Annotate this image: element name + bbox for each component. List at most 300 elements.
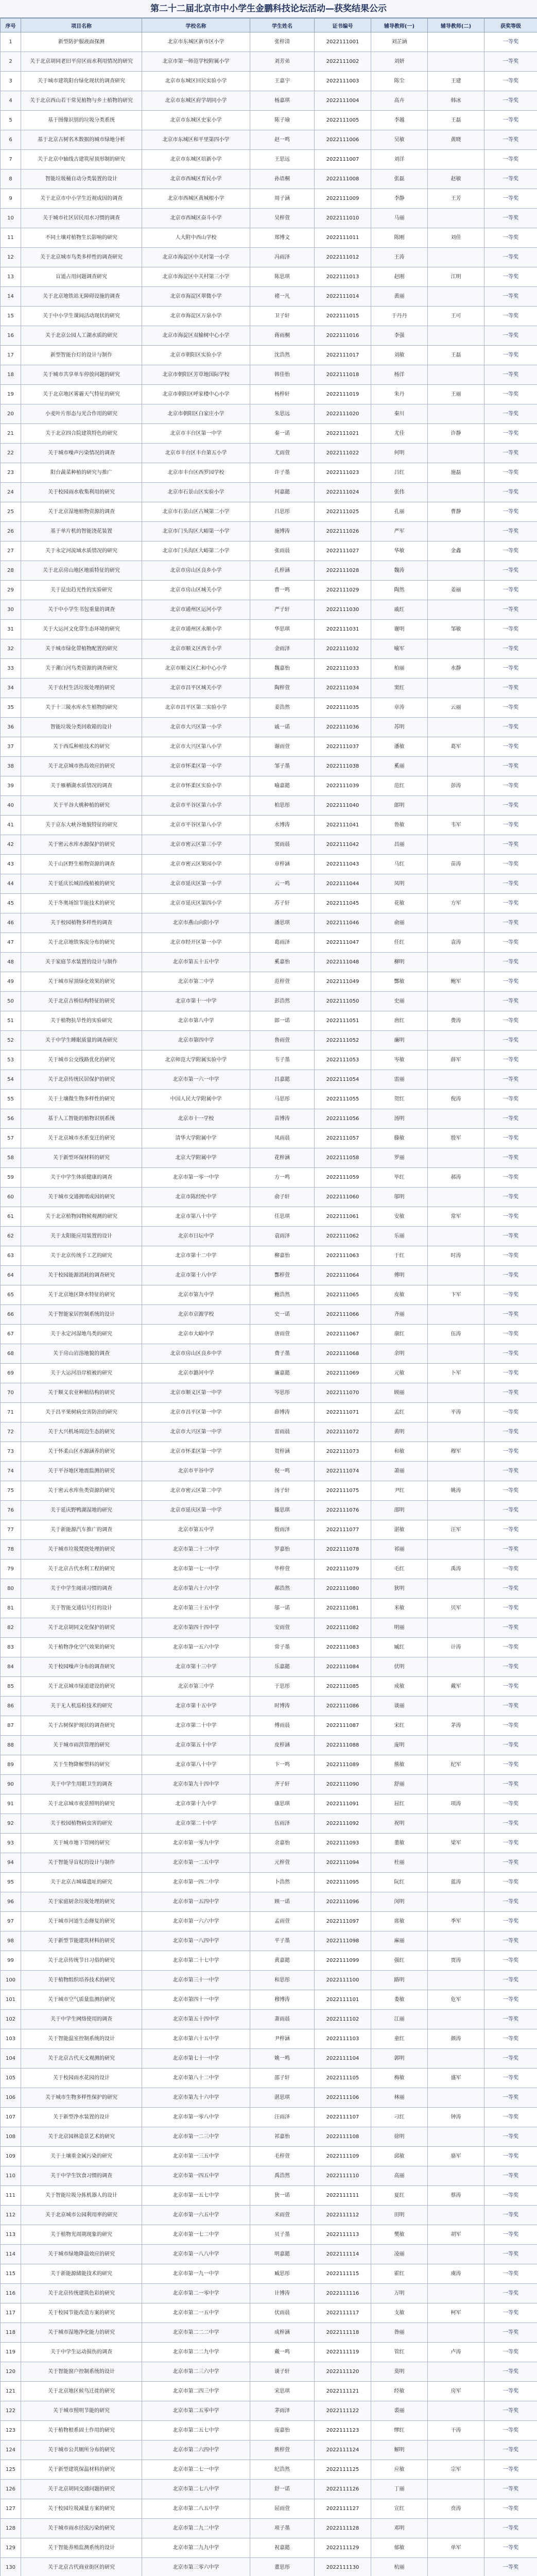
cell-teacher-2 <box>428 679 484 698</box>
cell-award: 一等奖 <box>484 2362 537 2382</box>
cell-project: 关于大运河文化带生态环境的研究 <box>21 620 142 639</box>
cell-teacher-2 <box>428 2362 484 2382</box>
cell-no: 45 <box>1 894 21 913</box>
table-row <box>1 972 537 992</box>
cell-school: 北京市第五中学 <box>142 1520 250 1540</box>
table-row <box>1 2166 537 2186</box>
cell-students: 章梓涵 <box>250 855 315 874</box>
cell-teacher-2: 赵敏 <box>428 170 484 189</box>
cell-cert: 2022111110 <box>315 2166 371 2186</box>
cell-teacher-2: 项涛 <box>428 1794 484 1814</box>
cell-award: 一等奖 <box>484 228 537 248</box>
cell-no: 51 <box>1 1011 21 1031</box>
cell-cert: 2022111095 <box>315 1873 371 1892</box>
cell-teacher-1: 何明 <box>371 444 428 463</box>
cell-award: 一等奖 <box>484 111 537 130</box>
cell-award: 一等奖 <box>484 287 537 307</box>
cell-no: 87 <box>1 1716 21 1736</box>
cell-teacher-1: 解明 <box>371 2441 428 2460</box>
cell-school: 北京市第一八四中学 <box>142 1931 250 1951</box>
cell-teacher-2: 金鑫 <box>428 541 484 561</box>
cell-project: 关于大兴机场周边生态的研究 <box>21 1422 142 1442</box>
cell-students: 酆梓萱 <box>250 1266 315 1285</box>
cell-students: 贺梓涵 <box>250 1442 315 1462</box>
cell-school: 北京市第二中学 <box>142 972 250 992</box>
cell-students: 卜浩然 <box>250 1873 315 1892</box>
cell-project: 基于人工智能的植物识别系统 <box>21 1109 142 1129</box>
table-row <box>1 757 537 776</box>
cell-school: 北京市第二十七中学 <box>142 1951 250 1971</box>
cell-students: 褚一凡 <box>250 287 315 307</box>
cell-no: 7 <box>1 150 21 170</box>
table-row <box>1 2519 537 2538</box>
cell-teacher-1: 雷丽 <box>371 1070 428 1090</box>
cell-cert: 2022111026 <box>315 522 371 541</box>
cell-students: 计博涛 <box>250 2284 315 2303</box>
cell-cert: 2022111096 <box>315 1892 371 1912</box>
cell-cert: 2022111067 <box>315 1325 371 1344</box>
cell-cert: 2022111017 <box>315 346 371 365</box>
cell-students: 邹子墨 <box>250 757 315 776</box>
cell-award: 一等奖 <box>484 992 537 1011</box>
cell-school: 北京市西城区育民小学 <box>142 170 250 189</box>
table-row <box>1 992 537 1011</box>
cell-award: 一等奖 <box>484 1403 537 1422</box>
cell-cert: 2022111020 <box>315 404 371 424</box>
cell-cert: 2022111030 <box>315 600 371 620</box>
cell-teacher-2 <box>428 522 484 541</box>
table-row <box>1 776 537 796</box>
cell-award: 一等奖 <box>484 1109 537 1129</box>
cell-teacher-1: 万明 <box>371 2284 428 2303</box>
cell-teacher-1: 张伟 <box>371 483 428 502</box>
cell-students: 苗博涛 <box>250 1109 315 1129</box>
cell-project: 关于智能温室控制系统的设计 <box>21 2029 142 2049</box>
cell-award: 一等奖 <box>484 953 537 972</box>
cell-award: 一等奖 <box>484 855 537 874</box>
cell-students: 廉嘉懿 <box>250 1364 315 1383</box>
cell-students: 袁雨泽 <box>250 1227 315 1246</box>
cell-school: 北京市延庆区第一中学 <box>142 1501 250 1520</box>
cell-award: 一等奖 <box>484 1677 537 1697</box>
cell-teacher-1: 孟红 <box>371 1403 428 1422</box>
cell-students: 曹一鸣 <box>250 581 315 600</box>
cell-teacher-1: 祝明 <box>371 1814 428 1834</box>
cell-school: 北京市第十三中学 <box>142 1657 250 1677</box>
cell-no: 82 <box>1 1618 21 1638</box>
cell-students: 秦一诺 <box>250 424 315 444</box>
cell-award: 一等奖 <box>484 424 537 444</box>
table-row <box>1 1736 537 1755</box>
cell-teacher-2: 姜丽 <box>428 581 484 600</box>
cell-award: 一等奖 <box>484 2480 537 2499</box>
cell-cert: 2022111068 <box>315 1344 371 1364</box>
cell-school: 北京市东城区史家小学 <box>142 111 250 130</box>
cell-students: 皮梓涵 <box>250 1736 315 1755</box>
cell-students: 余嘉怡 <box>250 1834 315 1853</box>
cell-cert: 2022111034 <box>315 679 371 698</box>
cell-award: 一等奖 <box>484 307 537 326</box>
cell-students: 湛思琪 <box>250 2088 315 2108</box>
cell-students: 黄嘉懿 <box>250 1951 315 1971</box>
cell-no: 25 <box>1 502 21 522</box>
table-row <box>1 1990 537 2010</box>
cell-school: 北京市第六十五中学 <box>142 2029 250 2049</box>
cell-school: 北京市昌平区第一中学 <box>142 1403 250 1422</box>
cell-award: 一等奖 <box>484 1520 537 1540</box>
cell-no: 83 <box>1 1638 21 1657</box>
cell-project: 关于中学生阅读习惯的调查 <box>21 1579 142 1599</box>
cell-award: 一等奖 <box>484 2088 537 2108</box>
cell-students: 纪浩然 <box>250 2460 315 2480</box>
table-row <box>1 679 537 698</box>
cell-no: 110 <box>1 2166 21 2186</box>
cell-school: 北京市门头沟区大峪第二小学 <box>142 541 250 561</box>
cell-cert: 2022111002 <box>315 52 371 72</box>
cell-teacher-2: 汪军 <box>428 1520 484 1540</box>
cell-students: 贝子墨 <box>250 2225 315 2245</box>
cell-award: 一等奖 <box>484 209 537 228</box>
cell-award: 一等奖 <box>484 737 537 757</box>
cell-project: 关于校园节能改造方案的研究 <box>21 2303 142 2323</box>
cell-award: 一等奖 <box>484 1853 537 1873</box>
cell-teacher-1: 俞丽 <box>371 913 428 933</box>
cell-project: 关于新型建筑保温材料的研究 <box>21 2460 142 2480</box>
cell-no: 91 <box>1 1794 21 1814</box>
cell-students: 邵子轩 <box>250 2069 315 2088</box>
table-row <box>1 933 537 953</box>
cell-no: 1 <box>1 32 21 52</box>
cell-teacher-2: 贾涛 <box>428 1951 484 1971</box>
cell-teacher-2: 王磊 <box>428 111 484 130</box>
cell-cert: 2022111023 <box>315 463 371 483</box>
cell-award: 一等奖 <box>484 1266 537 1285</box>
cell-no: 35 <box>1 698 21 718</box>
cell-cert: 2022111065 <box>315 1285 371 1305</box>
cell-teacher-2: 黄晓 <box>428 130 484 150</box>
table-row <box>1 2186 537 2206</box>
table-row <box>1 1442 537 1462</box>
cell-teacher-1: 麻丽 <box>371 1931 428 1951</box>
cell-award: 一等奖 <box>484 2441 537 2460</box>
cell-students: 常子墨 <box>250 1638 315 1657</box>
cell-teacher-2 <box>428 1657 484 1677</box>
cell-school: 北京市丰台区第一中学 <box>142 424 250 444</box>
cell-cert: 2022111013 <box>315 267 371 287</box>
table-row <box>1 541 537 561</box>
cell-cert: 2022111042 <box>315 835 371 855</box>
cell-no: 94 <box>1 1853 21 1873</box>
cell-teacher-2 <box>428 1971 484 1990</box>
cell-award: 一等奖 <box>484 620 537 639</box>
cell-award: 一等奖 <box>484 2029 537 2049</box>
cell-award: 一等奖 <box>484 2069 537 2088</box>
cell-project: 关于北京地区降水特征的研究 <box>21 1285 142 1305</box>
cell-no: 24 <box>1 483 21 502</box>
cell-teacher-2: 葛军 <box>428 737 484 757</box>
cell-award: 一等奖 <box>484 2147 537 2166</box>
cell-teacher-2 <box>428 1305 484 1325</box>
table-row <box>1 1090 537 1109</box>
cell-teacher-2: 姚涛 <box>428 1481 484 1501</box>
cell-teacher-2 <box>428 835 484 855</box>
cell-teacher-1: 屈红 <box>371 1794 428 1814</box>
cell-school: 北京市密云区第三小学 <box>142 835 250 855</box>
table-row <box>1 1873 537 1892</box>
cell-project: 阳台蔬菜种植的研究与推广 <box>21 463 142 483</box>
table-row <box>1 1540 537 1560</box>
cell-no: 38 <box>1 757 21 776</box>
cell-teacher-2: 禹涛 <box>428 1560 484 1579</box>
cell-award: 一等奖 <box>484 2108 537 2127</box>
cell-award: 一等奖 <box>484 816 537 835</box>
cell-school: 北京市海淀区中关村第三小学 <box>142 267 250 287</box>
cell-school: 北京市第一七一中学 <box>142 1560 250 1579</box>
cell-project: 关于生物降解塑料的研究 <box>21 1755 142 1775</box>
cell-cert: 2022111015 <box>315 307 371 326</box>
cell-students: 吴梓萱 <box>250 209 315 228</box>
cell-award: 一等奖 <box>484 444 537 463</box>
cell-project: 关于顺义农业种植结构的研究 <box>21 1383 142 1403</box>
cell-school: 北京市第五十四中学 <box>142 2010 250 2029</box>
cell-students: 陶梓萱 <box>250 679 315 698</box>
table-body <box>1 32 537 2576</box>
cell-cert: 2022111025 <box>315 502 371 522</box>
cell-award: 一等奖 <box>484 1657 537 1677</box>
cell-project: 关于西瓜种植技术的研究 <box>21 737 142 757</box>
cell-cert: 2022111123 <box>315 2421 371 2441</box>
cell-cert: 2022111079 <box>315 1560 371 1579</box>
cell-school: 北京市第二十二中学 <box>142 1540 250 1560</box>
table-row <box>1 2382 537 2401</box>
cell-school: 北京市第二九九中学 <box>142 2538 250 2558</box>
cell-teacher-1: 贺红 <box>371 1090 428 1109</box>
table-row <box>1 737 537 757</box>
cell-award: 一等奖 <box>484 189 537 209</box>
cell-school: 北京市第一六六中学 <box>142 1912 250 1931</box>
cell-award: 一等奖 <box>484 404 537 424</box>
cell-no: 103 <box>1 2029 21 2049</box>
cell-project: 关于城市公共厕所分布的研究 <box>21 2441 142 2460</box>
cell-no: 61 <box>1 1207 21 1227</box>
cell-project: 关于古树保护现状的调查研究 <box>21 1716 142 1736</box>
cell-project: 关于北京地区雾霾天气特征的研究 <box>21 385 142 404</box>
cell-project: 关于北京城市夜景照明的研究 <box>21 1794 142 1814</box>
cell-students: 庞嘉怡 <box>250 2421 315 2441</box>
cell-cert: 2022111087 <box>315 1716 371 1736</box>
cell-students: 伍雨泽 <box>250 1814 315 1834</box>
cell-project: 关于城市照明节能的研究 <box>21 2401 142 2421</box>
cell-award: 一等奖 <box>484 679 537 698</box>
cell-no: 43 <box>1 855 21 874</box>
cell-project: 关于智能家居控制系统的设计 <box>21 1305 142 1325</box>
cell-project: 关于城市垃圾焚烧处理的研究 <box>21 1540 142 1560</box>
cell-school: 北京市第九十四中学 <box>142 1775 250 1794</box>
cell-cert: 2022111050 <box>315 992 371 1011</box>
cell-award: 一等奖 <box>484 776 537 796</box>
table-row <box>1 1931 537 1951</box>
cell-students: 和思彤 <box>250 1971 315 1990</box>
cell-cert: 2022111107 <box>315 2108 371 2127</box>
cell-no: 58 <box>1 1148 21 1168</box>
cell-no: 117 <box>1 2303 21 2323</box>
cell-cert: 2022111069 <box>315 1364 371 1383</box>
cell-students: 水博涛 <box>250 816 315 835</box>
cell-teacher-1: 王涛 <box>371 248 428 267</box>
cell-teacher-2 <box>428 1931 484 1951</box>
cell-project: 关于京东大峡谷地貌特征的研究 <box>21 816 142 835</box>
cell-cert: 2022111105 <box>315 2069 371 2088</box>
cell-school: 北京市延庆区第四小学 <box>142 894 250 913</box>
cell-cert: 2022111052 <box>315 1031 371 1050</box>
table-row <box>1 248 537 267</box>
cell-award: 一等奖 <box>484 2127 537 2147</box>
cell-no: 92 <box>1 1814 21 1834</box>
cell-students: 范梓萱 <box>250 972 315 992</box>
table-row <box>1 796 537 816</box>
cell-award: 一等奖 <box>484 894 537 913</box>
cell-students: 熊梓萱 <box>250 2441 315 2460</box>
cell-teacher-1: 杭丽 <box>371 2558 428 2576</box>
cell-students: 凤雨晨 <box>250 1129 315 1148</box>
cell-cert: 2022111048 <box>315 953 371 972</box>
cell-award: 一等奖 <box>484 2538 537 2558</box>
cell-students: 赵一鸣 <box>250 130 315 150</box>
cell-no: 80 <box>1 1579 21 1599</box>
cell-no: 63 <box>1 1246 21 1266</box>
cell-award: 一等奖 <box>484 796 537 816</box>
cell-cert: 2022111043 <box>315 855 371 874</box>
cell-project: 关于家庭厨余垃圾处理的研究 <box>21 1892 142 1912</box>
cell-teacher-2 <box>428 287 484 307</box>
cell-no: 2 <box>1 52 21 72</box>
table-row <box>1 404 537 424</box>
cell-teacher-2 <box>428 1109 484 1129</box>
cell-no: 74 <box>1 1462 21 1481</box>
cell-project: 关于北京传统民居保护的研究 <box>21 1070 142 1090</box>
cell-students: 时博涛 <box>250 1697 315 1716</box>
cell-no: 18 <box>1 365 21 385</box>
col-header-students: 学生姓名 <box>250 19 315 32</box>
cell-cert: 2022111076 <box>315 1501 371 1520</box>
cell-teacher-2: 季军 <box>428 1912 484 1931</box>
cell-project: 基于单片机的智能浇花装置 <box>21 522 142 541</box>
cell-project: 关于智能养殖监测系统的设计 <box>21 2538 142 2558</box>
cell-teacher-1: 昌丽 <box>371 835 428 855</box>
cell-award: 一等奖 <box>484 718 537 737</box>
cell-award: 一等奖 <box>484 1775 537 1794</box>
cell-cert: 2022111045 <box>315 894 371 913</box>
cell-students: 彭浩然 <box>250 992 315 1011</box>
cell-school: 北京市东城区培新小学 <box>142 150 250 170</box>
cell-award: 一等奖 <box>484 1481 537 1501</box>
cell-no: 34 <box>1 679 21 698</box>
cell-project: 关于城市公交线路优化的研究 <box>21 1050 142 1070</box>
cell-students: 柳嘉怡 <box>250 1246 315 1266</box>
table-row <box>1 2225 537 2245</box>
cell-teacher-1: 花敏 <box>371 894 428 913</box>
cell-teacher-1: 陈刚 <box>371 228 428 248</box>
cell-school: 北京市第十八中学 <box>142 1266 250 1285</box>
cell-teacher-1: 江丽 <box>371 2010 428 2029</box>
cell-award: 一等奖 <box>484 1364 537 1383</box>
cell-teacher-1: 庞明 <box>371 1736 428 1755</box>
cell-no: 119 <box>1 2343 21 2362</box>
cell-cert: 2022111097 <box>315 1912 371 1931</box>
cell-cert: 2022111070 <box>315 1383 371 1403</box>
col-header-school: 学校名称 <box>142 19 250 32</box>
table-row <box>1 1050 537 1070</box>
cell-teacher-1: 苏明 <box>371 718 428 737</box>
cell-no: 96 <box>1 1892 21 1912</box>
cell-cert: 2022111022 <box>315 444 371 463</box>
cell-no: 55 <box>1 1090 21 1109</box>
cell-no: 46 <box>1 913 21 933</box>
cell-no: 8 <box>1 170 21 189</box>
cell-students: 戚一诺 <box>250 718 315 737</box>
cell-project: 关于北京传统手工艺的研究 <box>21 1246 142 1266</box>
cell-students: 安雨萱 <box>250 1618 315 1638</box>
cell-no: 60 <box>1 1188 21 1207</box>
cell-students: 何嘉懿 <box>250 483 315 502</box>
cell-project: 关于城市雨水径流污染的研究 <box>21 2519 142 2538</box>
cell-teacher-1: 高卉 <box>371 91 428 111</box>
cell-award: 一等奖 <box>484 1931 537 1951</box>
cell-teacher-1: 华敏 <box>371 541 428 561</box>
cell-project: 关于智能窗户控制系统的设计 <box>21 2362 142 2382</box>
cell-project: 关于中小学生课间活动现状的研究 <box>21 307 142 326</box>
cell-school: 北京市第五十中学 <box>142 1736 250 1755</box>
cell-no: 89 <box>1 1755 21 1775</box>
cell-cert: 2022111111 <box>315 2186 371 2206</box>
cell-teacher-1: 梅敏 <box>371 2069 428 2088</box>
cell-school: 北京市密云区果园小学 <box>142 855 250 874</box>
cell-teacher-1: 尤佳 <box>371 424 428 444</box>
table-row <box>1 385 537 404</box>
cell-teacher-2 <box>428 1227 484 1246</box>
cell-students: 毕梓萱 <box>250 1560 315 1579</box>
cell-award: 一等奖 <box>484 659 537 679</box>
cell-no: 65 <box>1 1285 21 1305</box>
table-row <box>1 1716 537 1736</box>
cell-teacher-2 <box>428 2245 484 2264</box>
cell-award: 一等奖 <box>484 1227 537 1246</box>
cell-cert: 2022111008 <box>315 170 371 189</box>
cell-teacher-2: 王磊 <box>428 346 484 365</box>
cell-project: 关于土壤微生物多样性的研究 <box>21 1090 142 1109</box>
cell-no: 122 <box>1 2401 21 2421</box>
cell-project: 关于北京地区候鸟迁徙的研究 <box>21 2382 142 2401</box>
cell-no: 52 <box>1 1031 21 1050</box>
cell-cert: 2022111009 <box>315 189 371 209</box>
table-row <box>1 32 537 52</box>
cell-no: 64 <box>1 1266 21 1285</box>
cell-award: 一等奖 <box>484 32 537 52</box>
cell-project: 关于校园植物多样性的调查 <box>21 913 142 933</box>
cell-award: 一等奖 <box>484 1971 537 1990</box>
cell-award: 一等奖 <box>484 2519 537 2538</box>
cell-award: 一等奖 <box>484 2460 537 2480</box>
cell-cert: 2022111120 <box>315 2362 371 2382</box>
cell-award: 一等奖 <box>484 2421 537 2441</box>
cell-cert: 2022111040 <box>315 796 371 816</box>
cell-no: 98 <box>1 1931 21 1951</box>
cell-award: 一等奖 <box>484 1090 537 1109</box>
cell-project: 关于新能源储能技术的研究 <box>21 2264 142 2284</box>
cell-teacher-2: 彭涛 <box>428 776 484 796</box>
table-row <box>1 424 537 444</box>
cell-teacher-2 <box>428 248 484 267</box>
